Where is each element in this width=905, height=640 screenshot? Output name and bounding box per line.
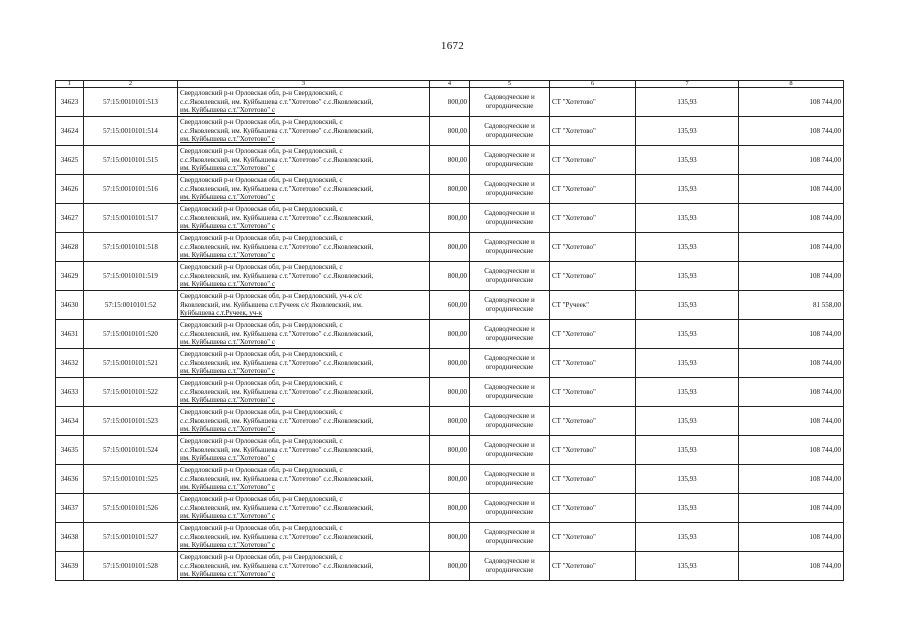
cadastral-value-cell: 108 744,00 (739, 349, 844, 378)
record-number-cell: 34625 (56, 146, 84, 175)
column-header: 6 (550, 81, 636, 88)
rate-cell: 135,93 (636, 465, 739, 494)
address-line: Свердловский р-н Орловская обл, р-н Свердловский, с (180, 88, 343, 97)
organization-cell: СТ "Хотетово" (550, 204, 636, 233)
address-line: с.с.Яковлевский, им. Куйбышева с.т."Хотетово" с.с.Яковлевский, (180, 155, 374, 164)
address-line: им. Куйбышева с.т."Хотетово" с (180, 193, 276, 202)
address-line: Свердловский р-н Орловская обл, р-н Свердловский, с (180, 494, 343, 503)
cadastral-number-cell: 57:15:0010101:521 (84, 349, 178, 378)
cadastral-number-cell: 57:15:0010101:513 (84, 88, 178, 117)
address-line: им. Куйбышева с.т."Хотетово" с (180, 512, 276, 521)
land-use-cell: Садоводческие и огороднические (470, 117, 550, 146)
organization-cell: СТ "Хотетово" (550, 349, 636, 378)
record-number-cell: 34623 (56, 88, 84, 117)
organization-cell: СТ "Хотетово" (550, 436, 636, 465)
table-row (56, 407, 844, 436)
cadastral-value-cell: 108 744,00 (739, 262, 844, 291)
table-row (56, 117, 844, 146)
land-use-cell: Садоводческие и огороднические (470, 204, 550, 233)
address-line: Свердловский р-н Орловская обл, р-н Свердловский, с (180, 175, 343, 184)
cadastral-number-cell: 57:15:0010101:518 (84, 233, 178, 262)
organization-cell: СТ "Хотетово" (550, 88, 636, 117)
area-cell: 800,00 (430, 465, 470, 494)
address-line: им. Куйбышева с.т."Хотетово" с (180, 425, 276, 434)
table-row (56, 175, 844, 204)
address-line: с.с.Яковлевский, им. Куйбышева с.т."Хотетово" с.с.Яковлевский, (180, 532, 374, 541)
land-use-cell: Садоводческие и огороднические (470, 291, 550, 320)
organization-cell: СТ "Хотетово" (550, 233, 636, 262)
cadastral-value-cell: 108 744,00 (739, 378, 844, 407)
address-cell (178, 117, 430, 146)
cadastral-value-cell: 108 744,00 (739, 523, 844, 552)
rate-cell: 135,93 (636, 262, 739, 291)
address-line: с.с.Яковлевский, им. Куйбышева с.т."Хотетово" с.с.Яковлевский, (180, 271, 374, 280)
cadastral-value-cell: 108 744,00 (739, 204, 844, 233)
address-cell (178, 494, 430, 523)
record-number-cell: 34631 (56, 320, 84, 349)
table-row (56, 146, 844, 175)
address-line: им. Куйбышева с.т."Хотетово" с (180, 135, 276, 144)
rate-cell: 135,93 (636, 204, 739, 233)
cadastral-number-cell: 57:15:0010101:517 (84, 204, 178, 233)
address-line: с.с.Яковлевский, им. Куйбышева с.т."Хотетово" с.с.Яковлевский, (180, 387, 374, 396)
cadastral-value-cell: 108 744,00 (739, 465, 844, 494)
address-line: Свердловский р-н Орловская обл, р-н Свердловский, с (180, 146, 343, 155)
address-line: Свердловский р-н Орловская обл, р-н Свердловский, с (180, 117, 343, 126)
rate-cell: 135,93 (636, 291, 739, 320)
cadastral-value-cell: 108 744,00 (739, 320, 844, 349)
address-line: им. Куйбышева с.т."Хотетово" с (180, 251, 276, 260)
address-line: с.с.Яковлевский, им. Куйбышева с.т."Хотетово" с.с.Яковлевский, (180, 213, 374, 222)
cadastral-number-cell: 57:15:0010101:523 (84, 407, 178, 436)
area-cell: 800,00 (430, 175, 470, 204)
address-cell (178, 552, 430, 581)
land-registry-table (55, 80, 844, 581)
record-number-cell: 34635 (56, 436, 84, 465)
address-line: им. Куйбышева с.т."Хотетово" с (180, 483, 276, 492)
rate-cell: 135,93 (636, 407, 739, 436)
land-use-cell: Садоводческие и огороднические (470, 320, 550, 349)
record-number-cell: 34637 (56, 494, 84, 523)
area-cell: 800,00 (430, 407, 470, 436)
area-cell: 800,00 (430, 320, 470, 349)
address-line: с.с.Яковлевский, им. Куйбышева с.т."Хотетово" с.с.Яковлевский, (180, 126, 374, 135)
address-line: им. Куйбышева с.т."Хотетово" с (180, 222, 276, 231)
area-cell: 800,00 (430, 204, 470, 233)
record-number-cell: 34626 (56, 175, 84, 204)
cadastral-number-cell: 57:15:0010101:527 (84, 523, 178, 552)
column-header: 8 (739, 81, 844, 88)
land-use-cell: Садоводческие и огороднические (470, 175, 550, 204)
table-row (56, 291, 844, 320)
address-line: с.с.Яковлевский, им. Куйбышева с.т."Хотетово" с.с.Яковлевский, (180, 561, 374, 570)
address-cell (178, 407, 430, 436)
organization-cell: СТ "Хотетово" (550, 320, 636, 349)
organization-cell: СТ "Хотетово" (550, 378, 636, 407)
address-line: им. Куйбышева с.т."Хотетово" с (180, 280, 276, 289)
rate-cell: 135,93 (636, 552, 739, 581)
address-line: Свердловский р-н Орловская обл, р-н Свердловский, с (180, 233, 343, 242)
address-line: Свердловский р-н Орловская обл, р-н Свердловский, уч-к с/с (180, 291, 363, 300)
land-use-cell: Садоводческие и огороднические (470, 407, 550, 436)
land-use-cell: Садоводческие и огороднические (470, 465, 550, 494)
address-cell (178, 233, 430, 262)
address-line: им. Куйбышева с.т."Хотетово" с (180, 106, 276, 115)
address-cell (178, 436, 430, 465)
cadastral-number-cell: 57:15:0010101:526 (84, 494, 178, 523)
land-use-cell: Садоводческие и огороднические (470, 349, 550, 378)
area-cell: 800,00 (430, 494, 470, 523)
table-row (56, 494, 844, 523)
cadastral-number-cell: 57:15:0010101:528 (84, 552, 178, 581)
address-line: с.с.Яковлевский, им. Куйбышева с.т."Хотетово" с.с.Яковлевский, (180, 242, 374, 251)
table-row (56, 378, 844, 407)
rate-cell: 135,93 (636, 146, 739, 175)
land-use-cell: Садоводческие и огороднические (470, 378, 550, 407)
cadastral-number-cell: 57:15:0010101:515 (84, 146, 178, 175)
rate-cell: 135,93 (636, 320, 739, 349)
cadastral-value-cell: 108 744,00 (739, 494, 844, 523)
address-line: Свердловский р-н Орловская обл, р-н Свердловский, с (180, 262, 343, 271)
address-line: им. Куйбышева с.т."Хотетово" с (180, 396, 276, 405)
table-row (56, 465, 844, 494)
organization-cell: СТ "Ручеек" (550, 291, 636, 320)
area-cell: 800,00 (430, 262, 470, 291)
cadastral-value-cell: 108 744,00 (739, 233, 844, 262)
area-cell: 800,00 (430, 523, 470, 552)
address-cell (178, 262, 430, 291)
land-use-cell: Садоводческие и огороднические (470, 146, 550, 175)
address-line: с.с.Яковлевский, им. Куйбышева с.т."Хотетово" с.с.Яковлевский, (180, 97, 374, 106)
address-cell (178, 175, 430, 204)
land-use-cell: Садоводческие и огороднические (470, 552, 550, 581)
record-number-cell: 34624 (56, 117, 84, 146)
address-line: им. Куйбышева с.т."Хотетово" с (180, 570, 276, 579)
table-row (56, 262, 844, 291)
area-cell: 800,00 (430, 349, 470, 378)
address-line: Свердловский р-н Орловская обл, р-н Свердловский, с (180, 204, 343, 213)
table-row (56, 523, 844, 552)
page-number: 1672 (440, 40, 465, 52)
rate-cell: 135,93 (636, 378, 739, 407)
table-row (56, 552, 844, 581)
area-cell: 800,00 (430, 233, 470, 262)
cadastral-number-cell: 57:15:0010101:522 (84, 378, 178, 407)
organization-cell: СТ "Хотетово" (550, 523, 636, 552)
cadastral-number-cell: 57:15:0010101:52 (84, 291, 178, 320)
area-cell: 800,00 (430, 552, 470, 581)
address-line: Свердловский р-н Орловская обл, р-н Свердловский, с (180, 523, 343, 532)
area-cell: 800,00 (430, 378, 470, 407)
organization-cell: СТ "Хотетово" (550, 494, 636, 523)
cadastral-value-cell: 108 744,00 (739, 552, 844, 581)
address-cell (178, 320, 430, 349)
address-line: Свердловский р-н Орловская обл, р-н Свердловский, с (180, 378, 343, 387)
address-line: Свердловский р-н Орловская обл, р-н Свердловский, с (180, 407, 343, 416)
organization-cell: СТ "Хотетово" (550, 465, 636, 494)
organization-cell: СТ "Хотетово" (550, 117, 636, 146)
column-header: 5 (470, 81, 550, 88)
record-number-cell: 34628 (56, 233, 84, 262)
organization-cell: СТ "Хотетово" (550, 146, 636, 175)
organization-cell: СТ "Хотетово" (550, 262, 636, 291)
address-line: с.с.Яковлевский, им. Куйбышева с.т."Хотетово" с.с.Яковлевский, (180, 474, 374, 483)
address-line: с.с.Яковлевский, им. Куйбышева с.т."Хотетово" с.с.Яковлевский, (180, 358, 374, 367)
rate-cell: 135,93 (636, 523, 739, 552)
cadastral-number-cell: 57:15:0010101:516 (84, 175, 178, 204)
record-number-cell: 34633 (56, 378, 84, 407)
address-line: с.с.Яковлевский, им. Куйбышева с.т."Хотетово" с.с.Яковлевский, (180, 184, 374, 193)
land-use-cell: Садоводческие и огороднические (470, 262, 550, 291)
record-number-cell: 34629 (56, 262, 84, 291)
record-number-cell: 34630 (56, 291, 84, 320)
address-line: Свердловский р-н Орловская обл, р-н Свердловский, с (180, 436, 343, 445)
cadastral-value-cell: 108 744,00 (739, 175, 844, 204)
cadastral-number-cell: 57:15:0010101:514 (84, 117, 178, 146)
table-row (56, 436, 844, 465)
rate-cell: 135,93 (636, 436, 739, 465)
record-number-cell: 34627 (56, 204, 84, 233)
record-number-cell: 34632 (56, 349, 84, 378)
cadastral-number-cell: 57:15:0010101:520 (84, 320, 178, 349)
column-number-row (56, 81, 844, 88)
rate-cell: 135,93 (636, 88, 739, 117)
cadastral-value-cell: 108 744,00 (739, 88, 844, 117)
area-cell: 800,00 (430, 117, 470, 146)
address-cell (178, 204, 430, 233)
cadastral-number-cell: 57:15:0010101:524 (84, 436, 178, 465)
column-header: 7 (636, 81, 739, 88)
record-number-cell: 34636 (56, 465, 84, 494)
address-line: Куйбышева с.т.Ручеек, уч-к (180, 309, 263, 318)
cadastral-value-cell: 108 744,00 (739, 117, 844, 146)
area-cell: 800,00 (430, 88, 470, 117)
address-line: Свердловский р-н Орловская обл, р-н Свердловский, с (180, 349, 343, 358)
organization-cell: СТ "Хотетово" (550, 175, 636, 204)
cadastral-value-cell: 108 744,00 (739, 407, 844, 436)
cadastral-value-cell: 81 558,00 (739, 291, 844, 320)
address-cell (178, 146, 430, 175)
address-line: Свердловский р-н Орловская обл, р-н Свердловский, с (180, 552, 343, 561)
table-row (56, 349, 844, 378)
address-line: им. Куйбышева с.т."Хотетово" с (180, 541, 276, 550)
record-number-cell: 34634 (56, 407, 84, 436)
address-line: им. Куйбышева с.т."Хотетово" с (180, 338, 276, 347)
column-header: 4 (430, 81, 470, 88)
rate-cell: 135,93 (636, 494, 739, 523)
address-cell (178, 88, 430, 117)
address-line: Свердловский р-н Орловская обл, р-н Свердловский, с (180, 320, 343, 329)
address-line: им. Куйбышева с.т."Хотетово" с (180, 367, 276, 376)
table-row (56, 204, 844, 233)
address-cell (178, 465, 430, 494)
rate-cell: 135,93 (636, 175, 739, 204)
land-use-cell: Садоводческие и огороднические (470, 494, 550, 523)
address-line: с.с.Яковлевский, им. Куйбышева с.т."Хотетово" с.с.Яковлевский, (180, 503, 374, 512)
record-number-cell: 34639 (56, 552, 84, 581)
rate-cell: 135,93 (636, 117, 739, 146)
organization-cell: СТ "Хотетово" (550, 552, 636, 581)
address-line: с.с.Яковлевский, им. Куйбышева с.т."Хотетово" с.с.Яковлевский, (180, 445, 374, 454)
rate-cell: 135,93 (636, 349, 739, 378)
land-use-cell: Садоводческие и огороднические (470, 523, 550, 552)
column-header: 2 (84, 81, 178, 88)
address-line: Яковлевский, им. Куйбышева с.т.Ручеек с/с Яковлевский, им. (180, 300, 363, 309)
address-line: с.с.Яковлевский, им. Куйбышева с.т."Хотетово" с.с.Яковлевский, (180, 329, 374, 338)
cadastral-value-cell: 108 744,00 (739, 146, 844, 175)
address-line: Свердловский р-н Орловская обл, р-н Свердловский, с (180, 465, 343, 474)
record-number-cell: 34638 (56, 523, 84, 552)
address-line: с.с.Яковлевский, им. Куйбышева с.т."Хотетово" с.с.Яковлевский, (180, 416, 374, 425)
land-use-cell: Садоводческие и огороднические (470, 88, 550, 117)
rate-cell: 135,93 (636, 233, 739, 262)
table-row (56, 88, 844, 117)
address-line: им. Куйбышева с.т."Хотетово" с (180, 164, 276, 173)
address-cell (178, 378, 430, 407)
table-row (56, 320, 844, 349)
area-cell: 800,00 (430, 436, 470, 465)
area-cell: 800,00 (430, 146, 470, 175)
cadastral-number-cell: 57:15:0010101:519 (84, 262, 178, 291)
address-line: им. Куйбышева с.т."Хотетово" с (180, 454, 276, 463)
area-cell: 600,00 (430, 291, 470, 320)
land-use-cell: Садоводческие и огороднические (470, 233, 550, 262)
address-cell (178, 291, 430, 320)
organization-cell: СТ "Хотетово" (550, 407, 636, 436)
address-cell (178, 349, 430, 378)
land-use-cell: Садоводческие и огороднические (470, 436, 550, 465)
cadastral-number-cell: 57:15:0010101:525 (84, 465, 178, 494)
table-row (56, 233, 844, 262)
column-header: 1 (56, 81, 84, 88)
address-cell (178, 523, 430, 552)
column-header: 3 (178, 81, 430, 88)
cadastral-value-cell: 108 744,00 (739, 436, 844, 465)
